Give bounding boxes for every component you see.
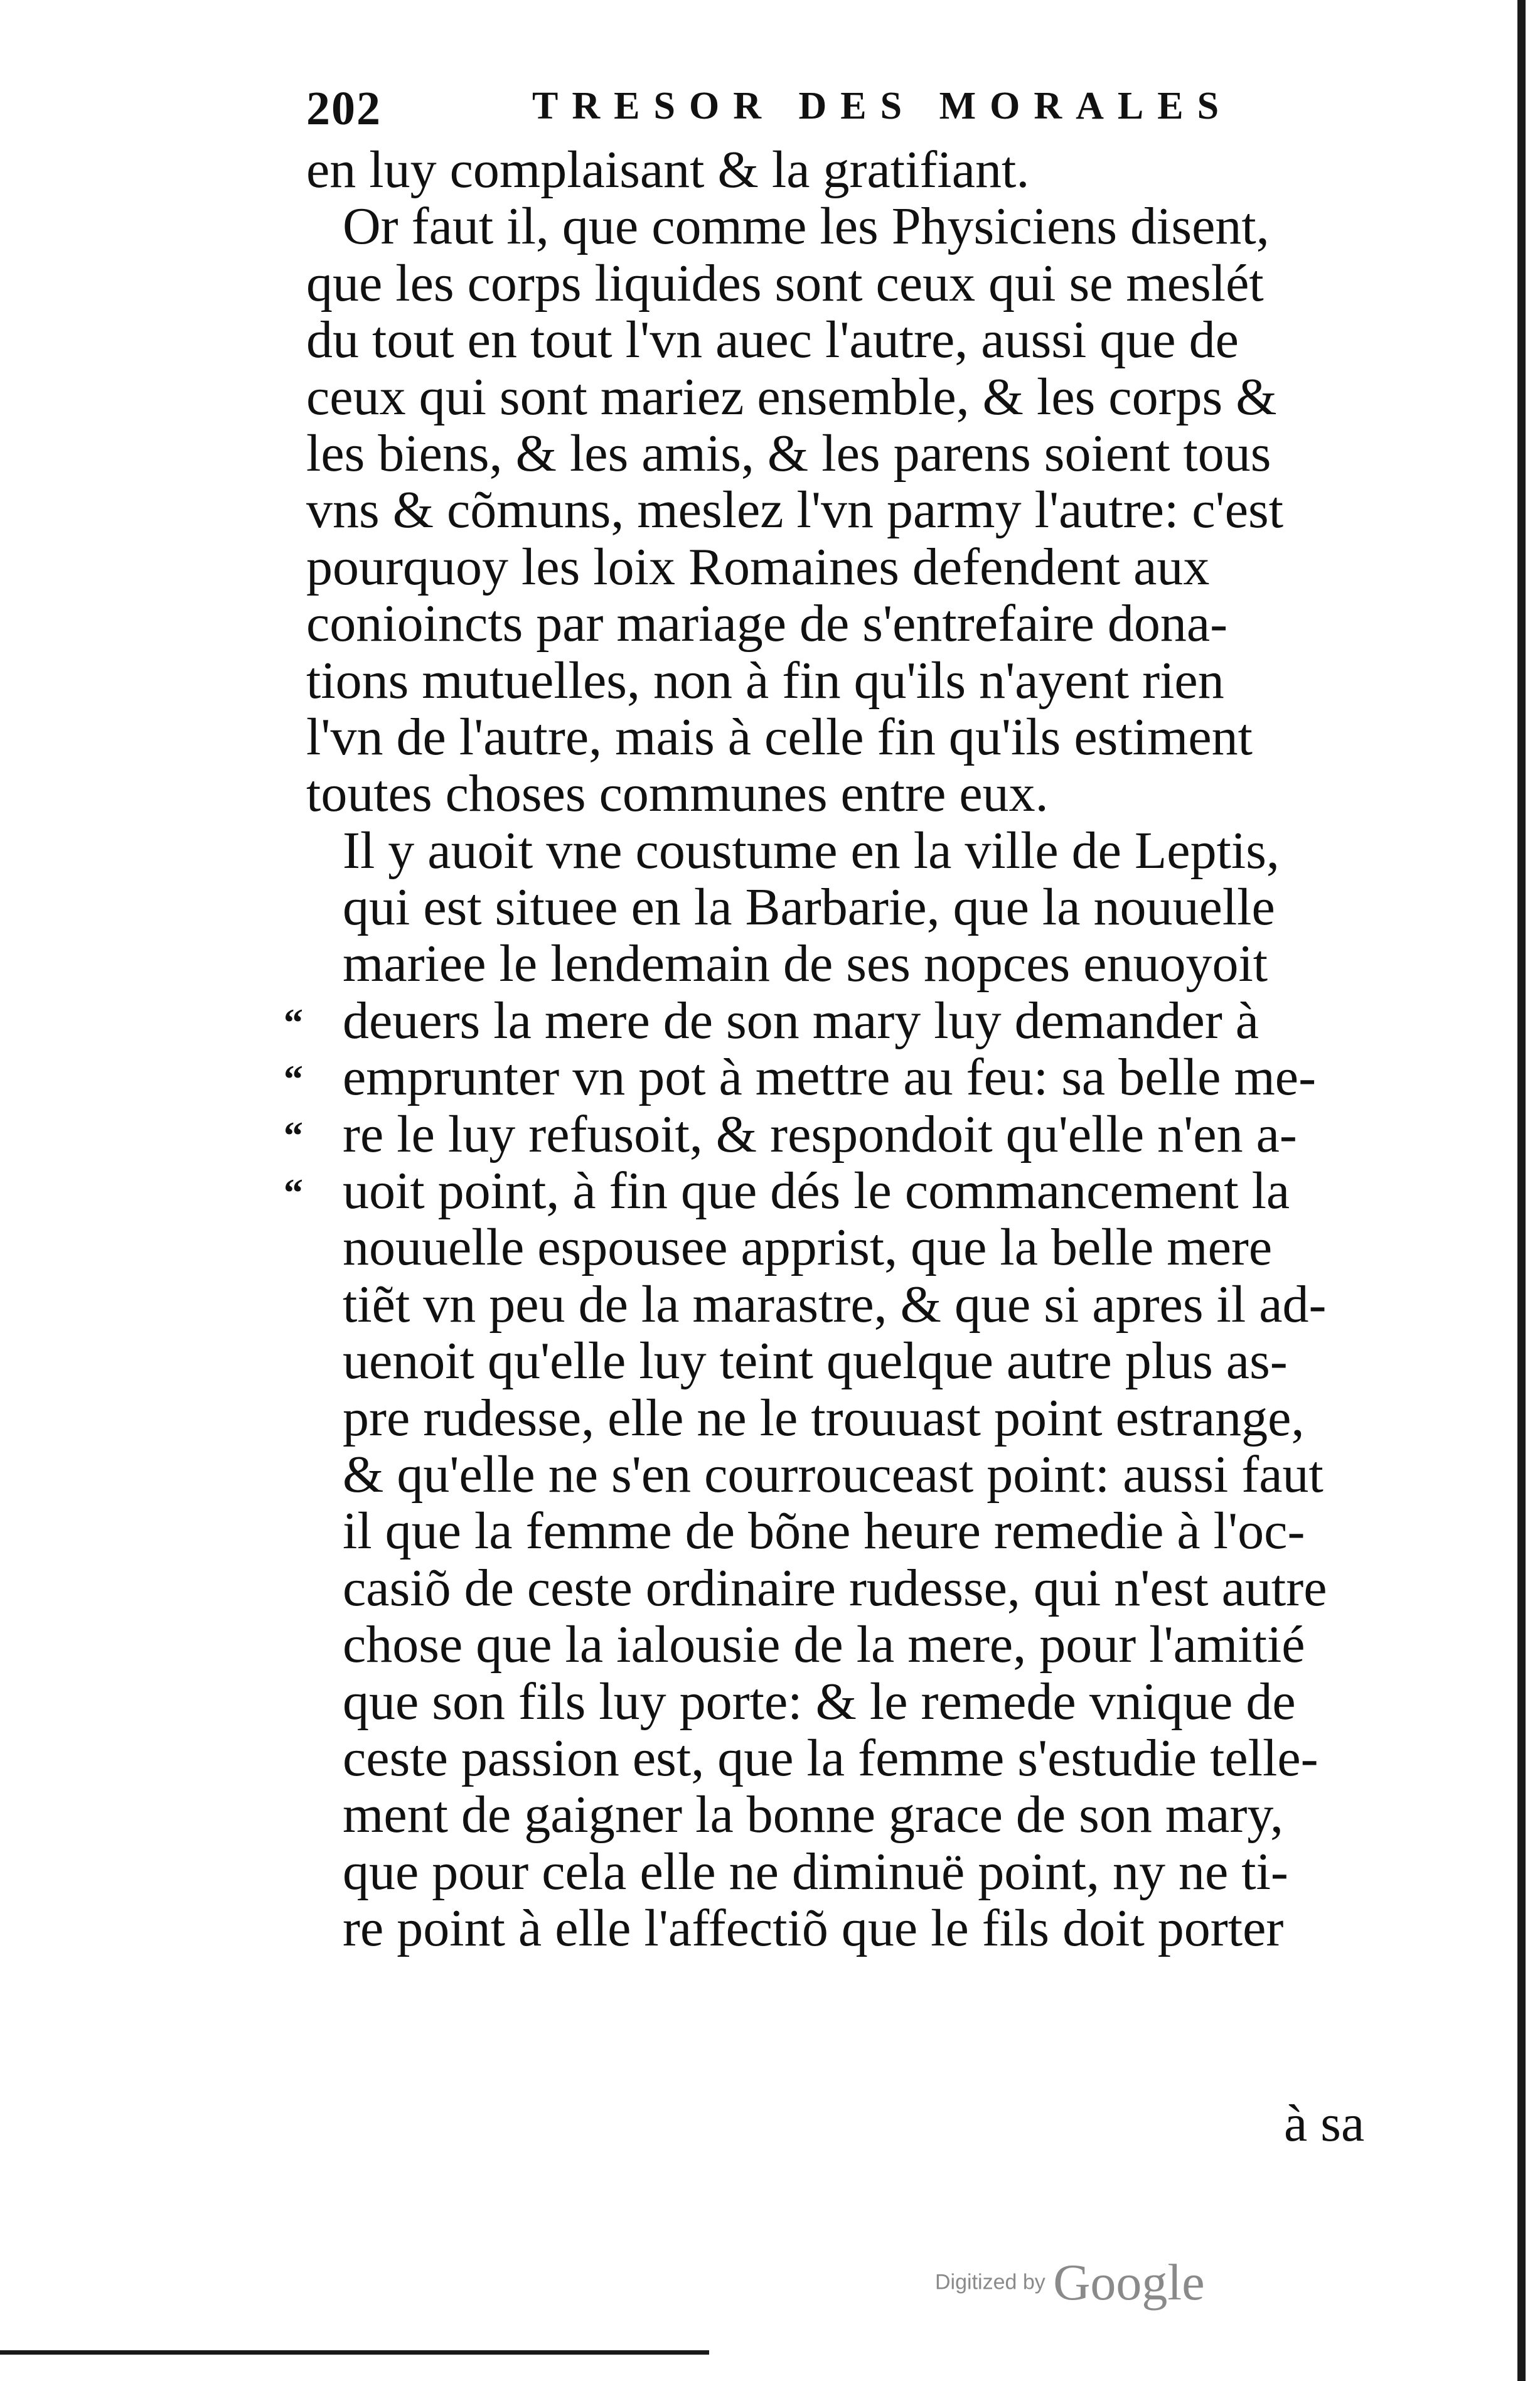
catchword: à sa xyxy=(1284,2094,1365,2153)
text-line: ment de gaigner la bonne grace de son mary, xyxy=(343,1785,1283,1844)
text-line: il que la femme de bõne heure remedie à l'oc- xyxy=(343,1502,1305,1561)
text-line: pre rudesse, elle ne le trouuast point estrange, xyxy=(343,1388,1305,1447)
text-line: l'vn de l'autre, mais à celle fin qu'ils estiment xyxy=(306,707,1253,766)
text-line: toutes choses communes entre eux. xyxy=(306,764,1049,823)
text-line: que pour cela elle ne diminuë point, ny ne ti- xyxy=(343,1842,1288,1901)
text-line: uoit point, à fin que dés le commancement la xyxy=(343,1162,1290,1221)
text-line: tions mutuelles, non à fin qu'ils n'ayent rien xyxy=(306,651,1224,710)
page-edge-shadow xyxy=(1502,0,1540,2381)
bottom-rule xyxy=(0,2350,709,2355)
text-line: que son fils luy porte: & le remede vnique de xyxy=(343,1672,1296,1731)
body-text xyxy=(306,142,1361,1957)
text-line: casiõ de ceste ordinaire rudesse, qui n'est autre xyxy=(343,1558,1327,1617)
text-line: vns & cõmuns, meslez l'vn parmy l'autre: c'est xyxy=(306,481,1284,540)
page-header xyxy=(306,82,1233,138)
digitized-watermark xyxy=(935,2253,1205,2312)
running-head: TRESOR DES MORALES xyxy=(532,85,1233,127)
text-line: ceux qui sont mariez ensemble, & les corps & xyxy=(306,367,1277,426)
text-line: Il y auoit vne coustume en la ville de Leptis, xyxy=(343,821,1280,880)
text-line: conioincts par mariage de s'entrefaire dona- xyxy=(306,594,1228,653)
text-line: en luy complaisant & la gratifiant. xyxy=(306,141,1030,199)
text-line: emprunter vn pot à mettre au feu: sa belle me- xyxy=(343,1048,1317,1107)
text-line: que les corps liquides sont ceux qui se meslét xyxy=(306,254,1264,313)
watermark-prefix: Digitized by xyxy=(935,2270,1045,2294)
page-number: 202 xyxy=(306,82,382,135)
text-line: ceste passion est, que la femme s'estudie telle- xyxy=(343,1728,1318,1787)
watermark-brand: Google xyxy=(1053,2254,1205,2311)
text-line: nouuelle espousee apprist, que la belle mere xyxy=(343,1218,1273,1277)
quote-mark: “ xyxy=(284,1058,303,1101)
text-line: les biens, & les amis, & les parens soient tous xyxy=(306,424,1271,483)
text-line: mariee le lendemain de ses nopces enuoyoit xyxy=(343,934,1268,993)
text-line: tiẽt vn peu de la marastre, & que si apres il ad- xyxy=(343,1275,1327,1334)
quote-mark: “ xyxy=(284,1172,303,1214)
text-line: re le luy refusoit, & respondoit qu'elle n'en a- xyxy=(343,1105,1297,1164)
text-line: qui est situee en la Barbarie, que la nouuelle xyxy=(343,878,1275,937)
text-line: deuers la mere de son mary luy demander à xyxy=(343,991,1259,1050)
text-line: chose que la ialousie de la mere, pour l'amitié xyxy=(343,1615,1305,1674)
quote-mark: “ xyxy=(284,1002,303,1044)
text-line: re point à elle l'affectiõ que le fils doit porter xyxy=(343,1899,1284,1958)
quote-mark: “ xyxy=(284,1115,303,1157)
text-line: & qu'elle ne s'en courrouceast point: aussi faut xyxy=(343,1445,1323,1504)
text-line: pourquoy les loix Romaines defendent aux xyxy=(306,537,1210,596)
text-line: uenoit qu'elle luy teint quelque autre plus as- xyxy=(343,1332,1288,1391)
text-line: Or faut il, que comme les Physiciens disent, xyxy=(343,197,1270,256)
text-line: du tout en tout l'vn auec l'autre, aussi que de xyxy=(306,311,1239,370)
